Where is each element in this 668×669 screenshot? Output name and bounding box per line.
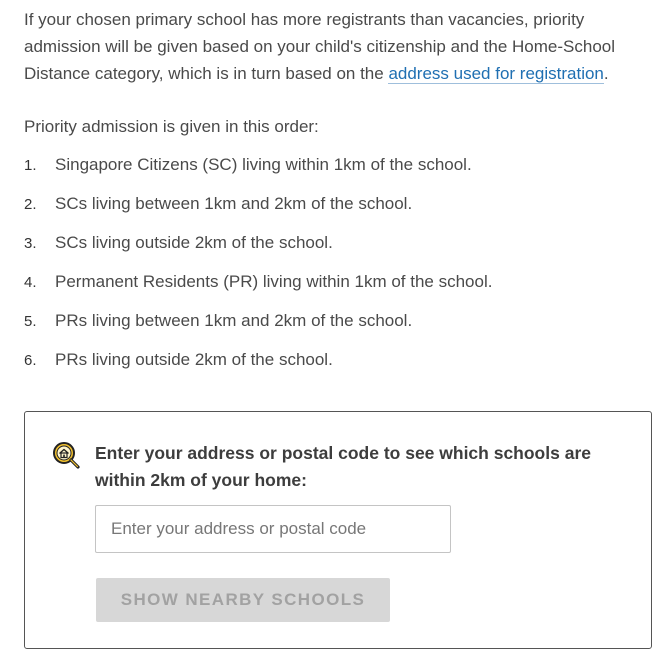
list-item [24,154,644,193]
list-item [24,232,644,271]
list-item [24,349,644,388]
school-finder-panel [24,411,652,649]
intro-text: If your chosen primary school has more registrants than vacancies, priority admission will be given based on your child's citizenship and the Home-School Distance category, which is in turn based on the [24,10,616,83]
priority-list [24,154,644,388]
home-search-icon [52,441,82,471]
list-item [24,271,644,310]
show-nearby-schools-button[interactable]: SHOW NEARBY SCHOOLS [96,578,390,622]
list-item [24,310,644,349]
address-registration-link[interactable]: address used for registration [388,64,604,83]
list-item-number: 3. [24,235,37,252]
order-heading: Priority admission is given in this order: [24,117,319,136]
list-item [24,193,644,232]
list-item-number: 2. [24,196,37,213]
list-item-text: Permanent Residents (PR) living within 1km of the school. [55,272,493,291]
address-search-input[interactable] [95,505,451,553]
list-item-number: 4. [24,274,37,291]
intro-paragraph [24,6,644,87]
list-item-number: 1. [24,157,37,174]
list-item-number: 6. [24,352,37,369]
list-item-text: Singapore Citizens (SC) living within 1km of the school. [55,155,472,174]
list-item-text: SCs living outside 2km of the school. [55,233,333,252]
list-item-text: PRs living outside 2km of the school. [55,350,333,369]
finder-title: Enter your address or postal code to see which schools are within 2km of your home: [95,443,591,490]
list-item-text: SCs living between 1km and 2km of the school. [55,194,413,213]
main-content [24,6,644,388]
list-item-text: PRs living between 1km and 2km of the school. [55,311,413,330]
list-item-number: 5. [24,313,37,330]
intro-text-end: . [603,64,609,83]
